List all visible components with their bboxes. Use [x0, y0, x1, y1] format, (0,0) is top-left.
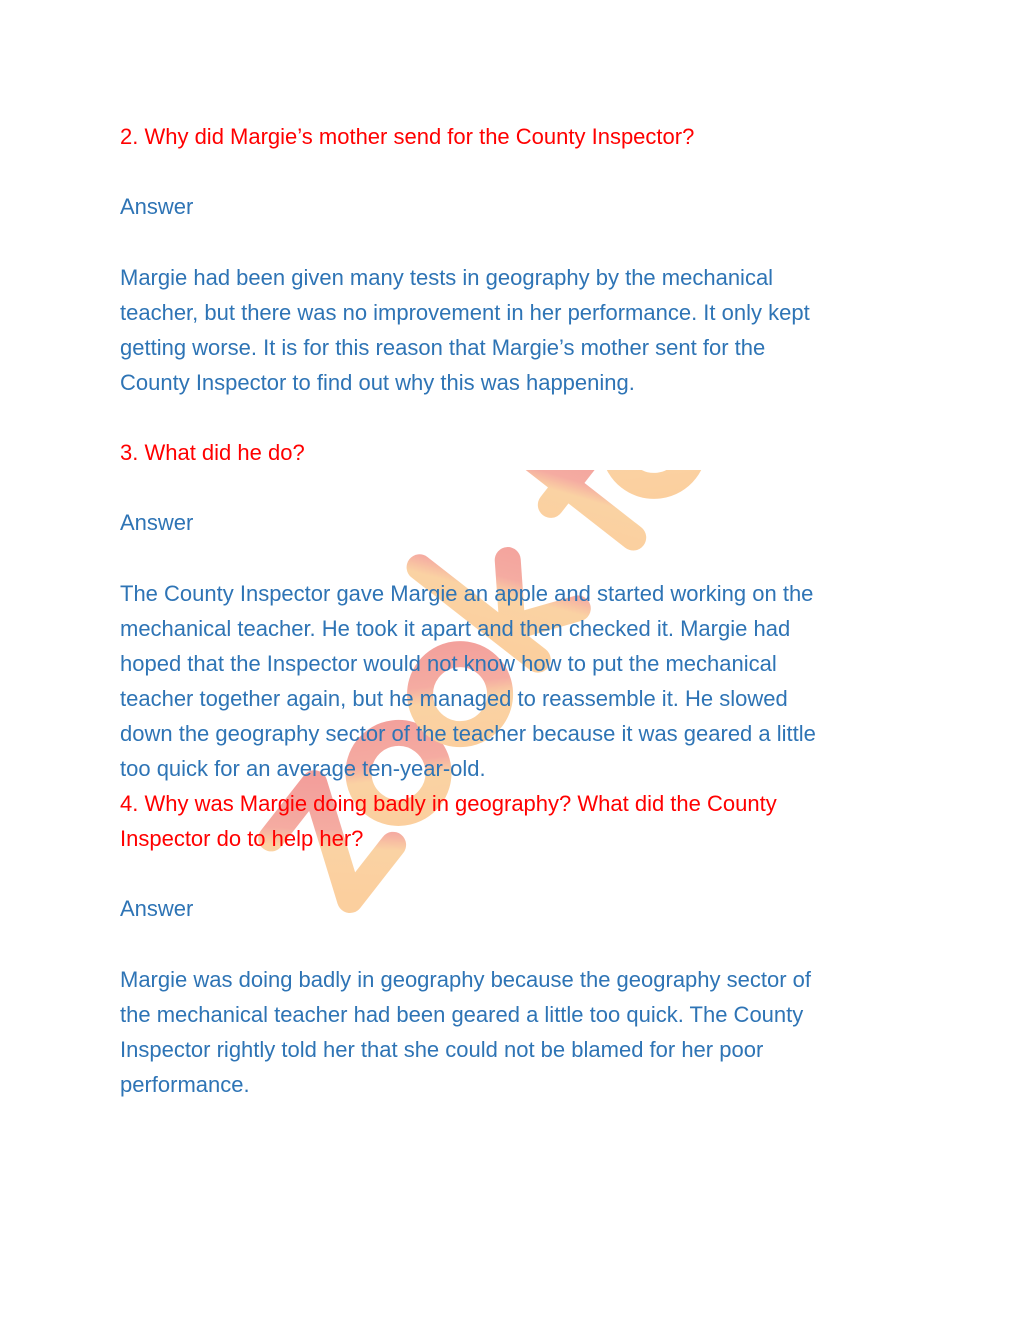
answer-line: the mechanical teacher had been geared a little too quick. The County: [120, 1002, 804, 1027]
question-2: 2. Why did Margie’s mother send for the County Inspector?: [120, 124, 695, 149]
question-4: 4. Why was Margie doing badly in geography? What did the County: [120, 791, 777, 816]
answer-line: teacher, but there was no improvement in her performance. It only kept: [120, 300, 810, 325]
answer-line: teacher together again, but he managed to reassemble it. He slowed: [120, 686, 788, 711]
answer-line: Inspector rightly told her that she could not be blamed for her poor: [120, 1037, 764, 1062]
answer-line: hoped that the Inspector would not know how to put the mechanical: [120, 651, 777, 676]
answer-line: too quick for an average ten-year-old.: [120, 756, 486, 781]
answer-line: getting worse. It is for this reason that Margie’s mother sent for the: [120, 335, 766, 360]
answer-line: County Inspector to find out why this was happening.: [120, 370, 635, 395]
question-4-cont: Inspector do to help her?: [120, 826, 364, 851]
answer-label: Answer: [120, 510, 194, 535]
answer-label: Answer: [120, 896, 194, 921]
answer-line: performance.: [120, 1072, 250, 1097]
answer-label: Answer: [120, 194, 194, 219]
answer-line: Margie had been given many tests in geography by the mechanical: [120, 265, 774, 290]
answer-line: down the geography sector of the teacher because it was geared a little: [120, 721, 816, 746]
question-3: 3. What did he do?: [120, 440, 305, 465]
answer-line: The County Inspector gave Margie an apple and started working on the: [120, 581, 814, 606]
answer-line: mechanical teacher. He took it apart and then checked it. Margie had: [120, 616, 791, 641]
answer-line: Margie was doing badly in geography because the geography sector of: [120, 967, 812, 992]
